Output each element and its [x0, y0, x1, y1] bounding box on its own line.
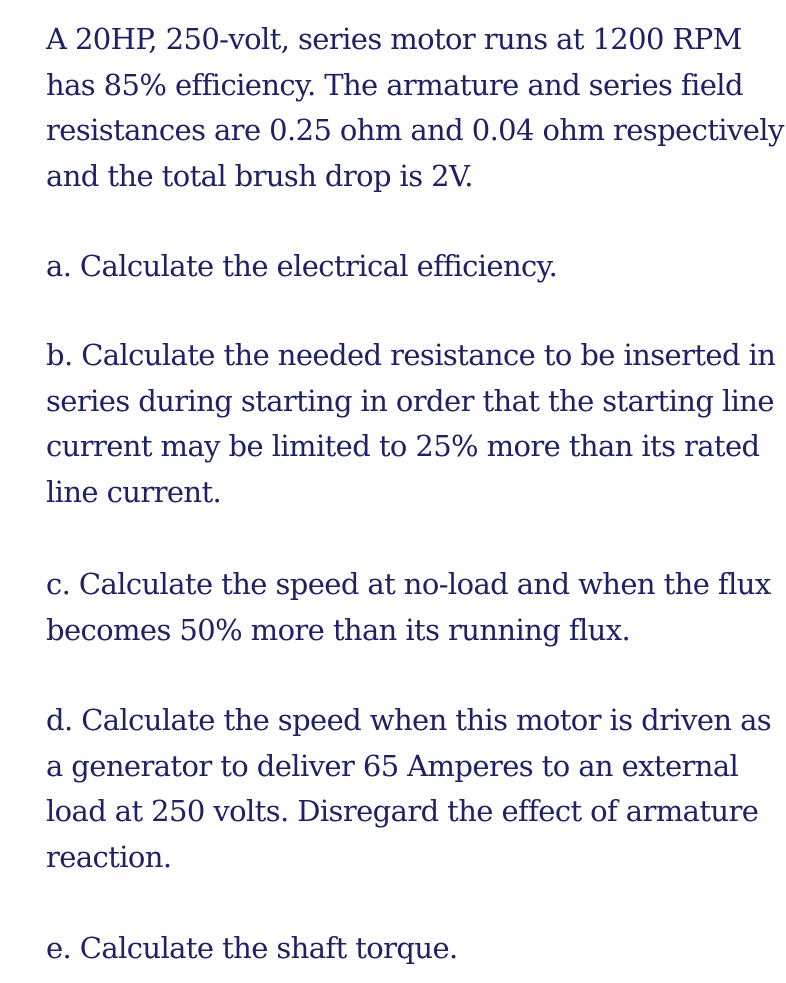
- question-part-d: [46, 698, 772, 880]
- question-part-b-line: series during starting in order that the starting line: [46, 383, 774, 418]
- question-part-b-line: b. Calculate the needed resistance to be inserted in: [46, 338, 776, 372]
- question-part-a-line: a. Calculate the electrical efficiency.: [46, 249, 558, 283]
- question-part-b: [46, 333, 776, 515]
- question-part-d-line: reaction.: [46, 839, 172, 874]
- problem-statement-line: has 85% efficiency. The armature and series field: [46, 67, 743, 102]
- question-part-d-line: d. Calculate the speed when this motor is driven as: [46, 703, 772, 737]
- question-part-e-line: e. Calculate the shaft torque.: [46, 931, 458, 965]
- question-part-d-line: a generator to deliver 65 Amperes to an external: [46, 748, 739, 783]
- question-part-b-line: current may be limited to 25% more than its rated: [46, 429, 760, 463]
- problem-statement-line: A 20HP, 250-volt, series motor runs at 1200 RPM: [46, 22, 742, 56]
- question-part-c-line: c. Calculate the speed at no-load and when the flux: [46, 567, 771, 601]
- question-part-a: [46, 244, 766, 290]
- question-part-b-line: line current.: [46, 474, 222, 509]
- problem-statement: [46, 17, 784, 199]
- question-part-e: [46, 926, 766, 972]
- question-part-c: [46, 562, 771, 653]
- question-part-d-line: load at 250 volts. Disregard the effect of armature: [46, 794, 759, 828]
- problem-statement-line: resistances are 0.25 ohm and 0.04 ohm respectively: [46, 113, 784, 147]
- question-part-c-line: becomes 50% more than its running flux.: [46, 612, 631, 647]
- problem-statement-line: and the total brush drop is 2V.: [46, 158, 473, 193]
